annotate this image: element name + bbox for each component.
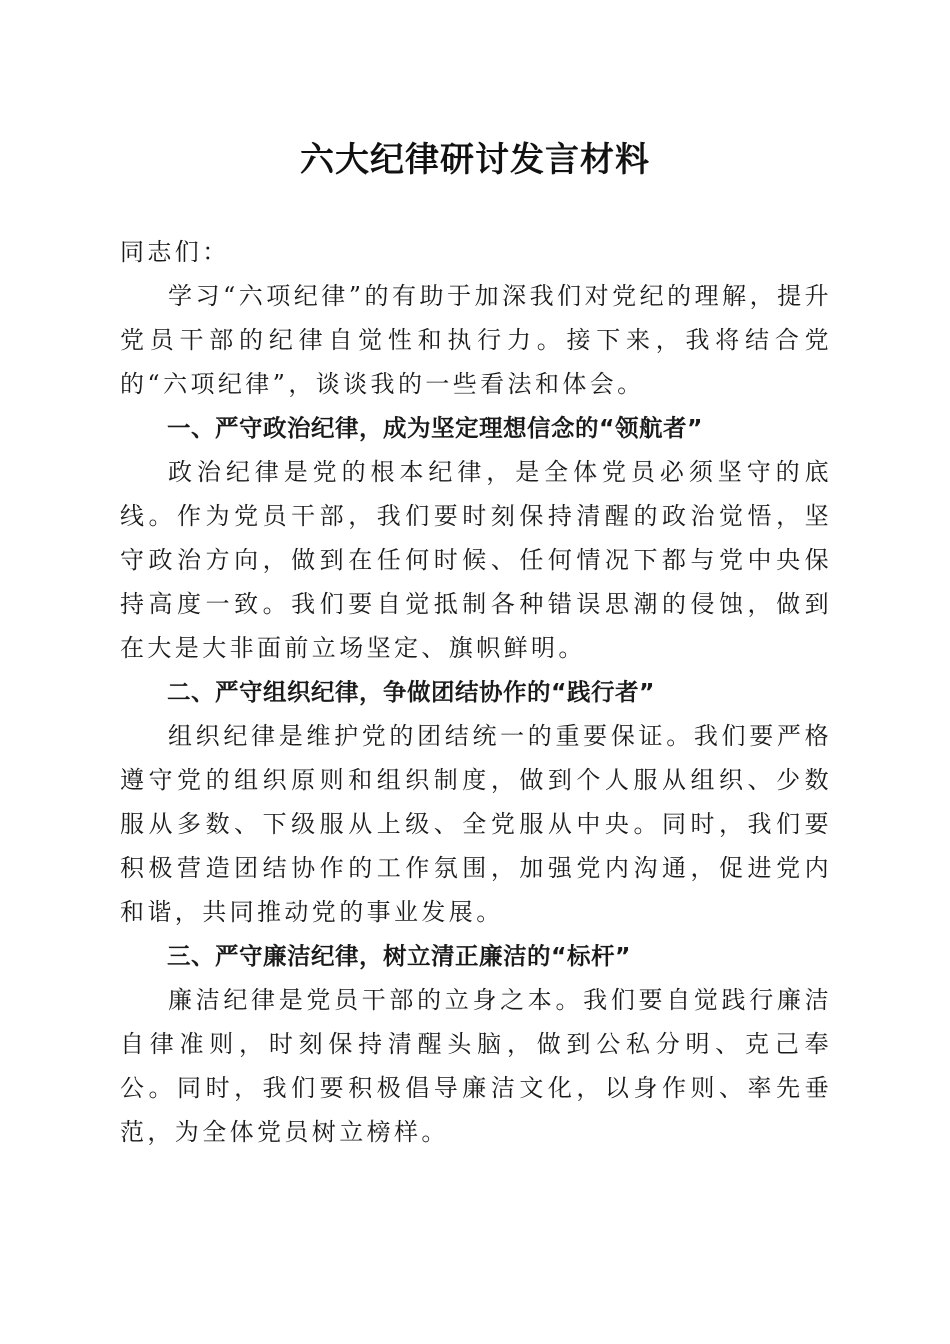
page-title: 六大纪律研讨发言材料 (300, 140, 650, 180)
section-heading-integrity: 三、严守廉洁纪律，树立清正廉洁的“标杆” (167, 942, 631, 970)
section-paragraph-integrity: 廉洁纪律是党员干部的立身之本。我们要自觉践行廉洁自律准则，时刻保持清醒头脑，做到公私分明、克己奉公。同时，我们要积极倡导廉洁文化，以身作则、率先垂范，为全体党员树立榜样。 (120, 986, 832, 1146)
section-heading-political: 一、严守政治纪律，成为坚定理想信念的“领航者” (167, 414, 703, 442)
document-body (120, 230, 832, 1154)
section-paragraph-political: 政治纪律是党的根本纪律，是全体党员必须坚守的底线。作为党员干部，我们要时刻保持清醒的政治觉悟，坚守政治方向，做到在任何时候、任何情况下都与党中央保持高度一致。我们要自觉抵制各种错误思潮的侵蚀，做到在大是大非面前立场坚定、旗帜鲜明。 (120, 458, 832, 662)
salutation: 同志们： (120, 238, 230, 266)
section-paragraph-organizational: 组织纪律是维护党的团结统一的重要保证。我们要严格遵守党的组织原则和组织制度，做到个人服从组织、少数服从多数、下级服从上级、全党服从中央。同时，我们要积极营造团结协作的工作氛围，加强党内沟通，促进党内和谐，共同推动党的事业发展。 (120, 722, 832, 926)
section-heading-organizational: 二、严守组织纪律，争做团结协作的“践行者” (167, 678, 655, 706)
intro-paragraph: 学习“六项纪律”的有助于加深我们对党纪的理解，提升党员干部的纪律自觉性和执行力。接下来，我将结合党的“六项纪律”，谈谈我的一些看法和体会。 (120, 282, 832, 398)
